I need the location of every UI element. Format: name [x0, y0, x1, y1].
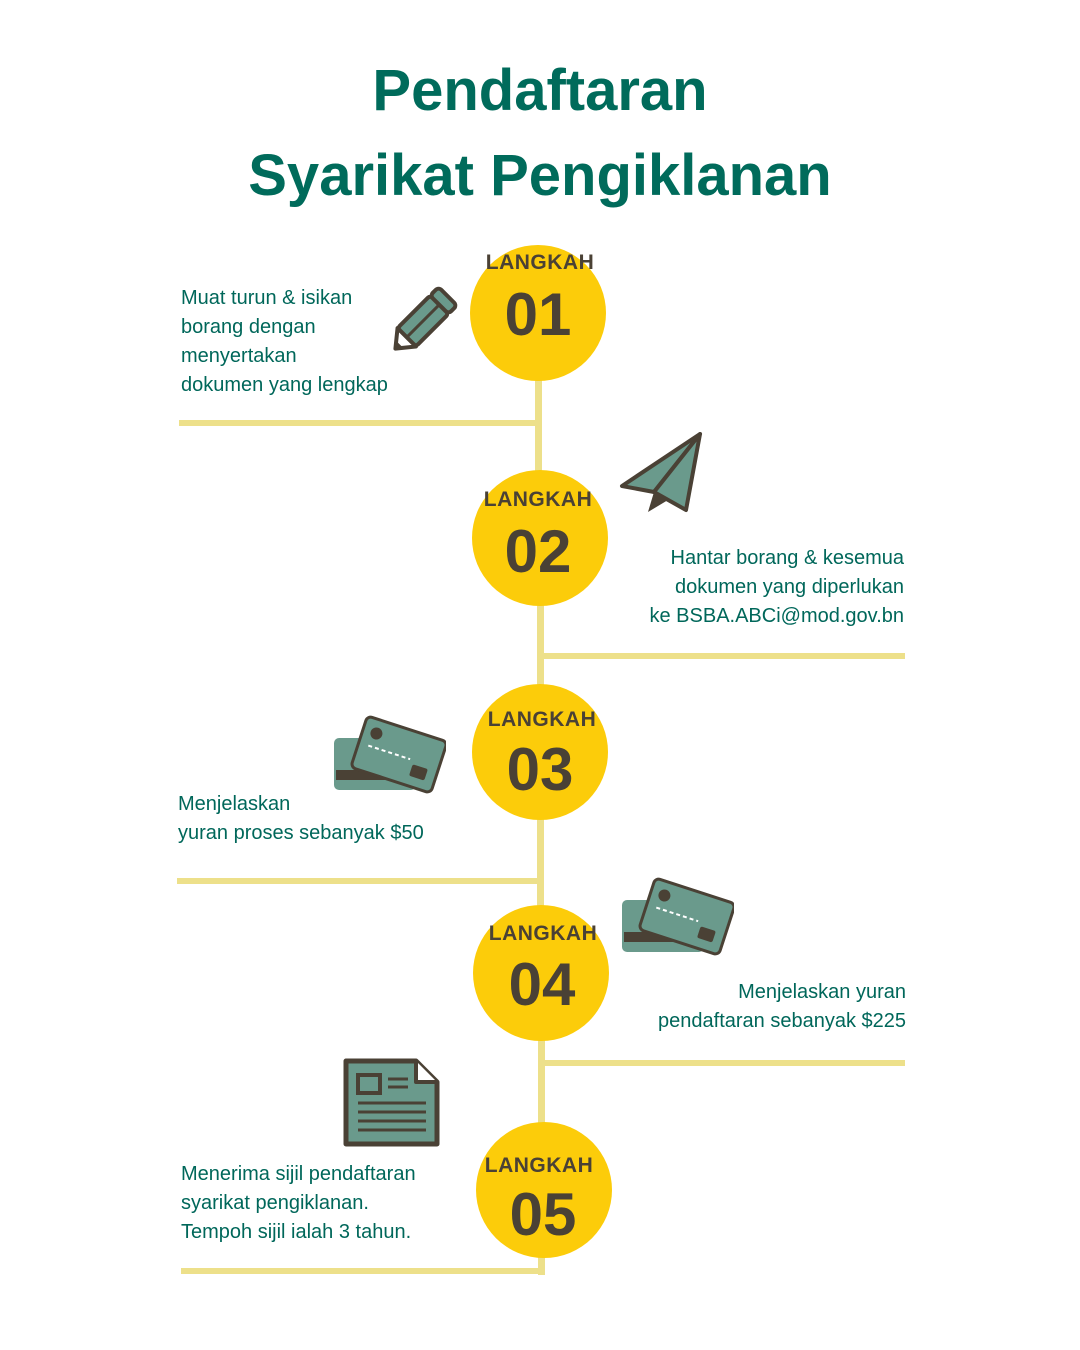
step-03-label: LANGKAH: [487, 708, 597, 731]
step-05-label: LANGKAH: [484, 1154, 594, 1177]
pencil-icon: [380, 280, 466, 362]
step-04-label: LANGKAH: [488, 922, 598, 945]
timeline-branch-03: [177, 878, 540, 884]
timeline-branch-04: [541, 1060, 905, 1066]
step-01-number: 01: [504, 281, 572, 348]
step-05-number: 05: [509, 1181, 577, 1248]
step-02-description: Hantar borang & kesemua dokumen yang diperlukan ke BSBA.ABCi@mod.gov.bn: [649, 547, 904, 627]
step-02-label: LANGKAH: [483, 488, 593, 511]
step-04-description: Menjelaskan yuran pendaftaran sebanyak $225: [658, 981, 906, 1032]
paper-plane-icon: [618, 430, 704, 516]
step-01-description: Muat turun & isikan borang dengan menyertakan dokumen yang lengkap: [181, 287, 388, 396]
step-03-description: Menjelaskan yuran proses sebanyak $50: [178, 793, 424, 844]
timeline-connector: [537, 805, 544, 915]
step-01-label: LANGKAH: [485, 251, 595, 274]
timeline-branch-05: [181, 1268, 543, 1274]
page-title-line-2: Syarikat Pengiklanan: [248, 143, 832, 208]
page-title-line-1: Pendaftaran: [372, 58, 708, 123]
step-05-description: Menerima sijil pendaftaran syarikat pengiklanan. Tempoh sijil ialah 3 tahun.: [181, 1163, 416, 1243]
step-02-number: 02: [504, 518, 572, 585]
step-04-number: 04: [508, 951, 576, 1018]
credit-card-icon: [330, 712, 446, 804]
step-03-number: 03: [506, 736, 574, 803]
credit-card-icon: [618, 874, 734, 966]
timeline-branch-02: [540, 653, 905, 659]
timeline-branch-01: [179, 420, 539, 426]
timeline-connector: [537, 595, 544, 695]
certificate-document-icon: [342, 1057, 442, 1149]
